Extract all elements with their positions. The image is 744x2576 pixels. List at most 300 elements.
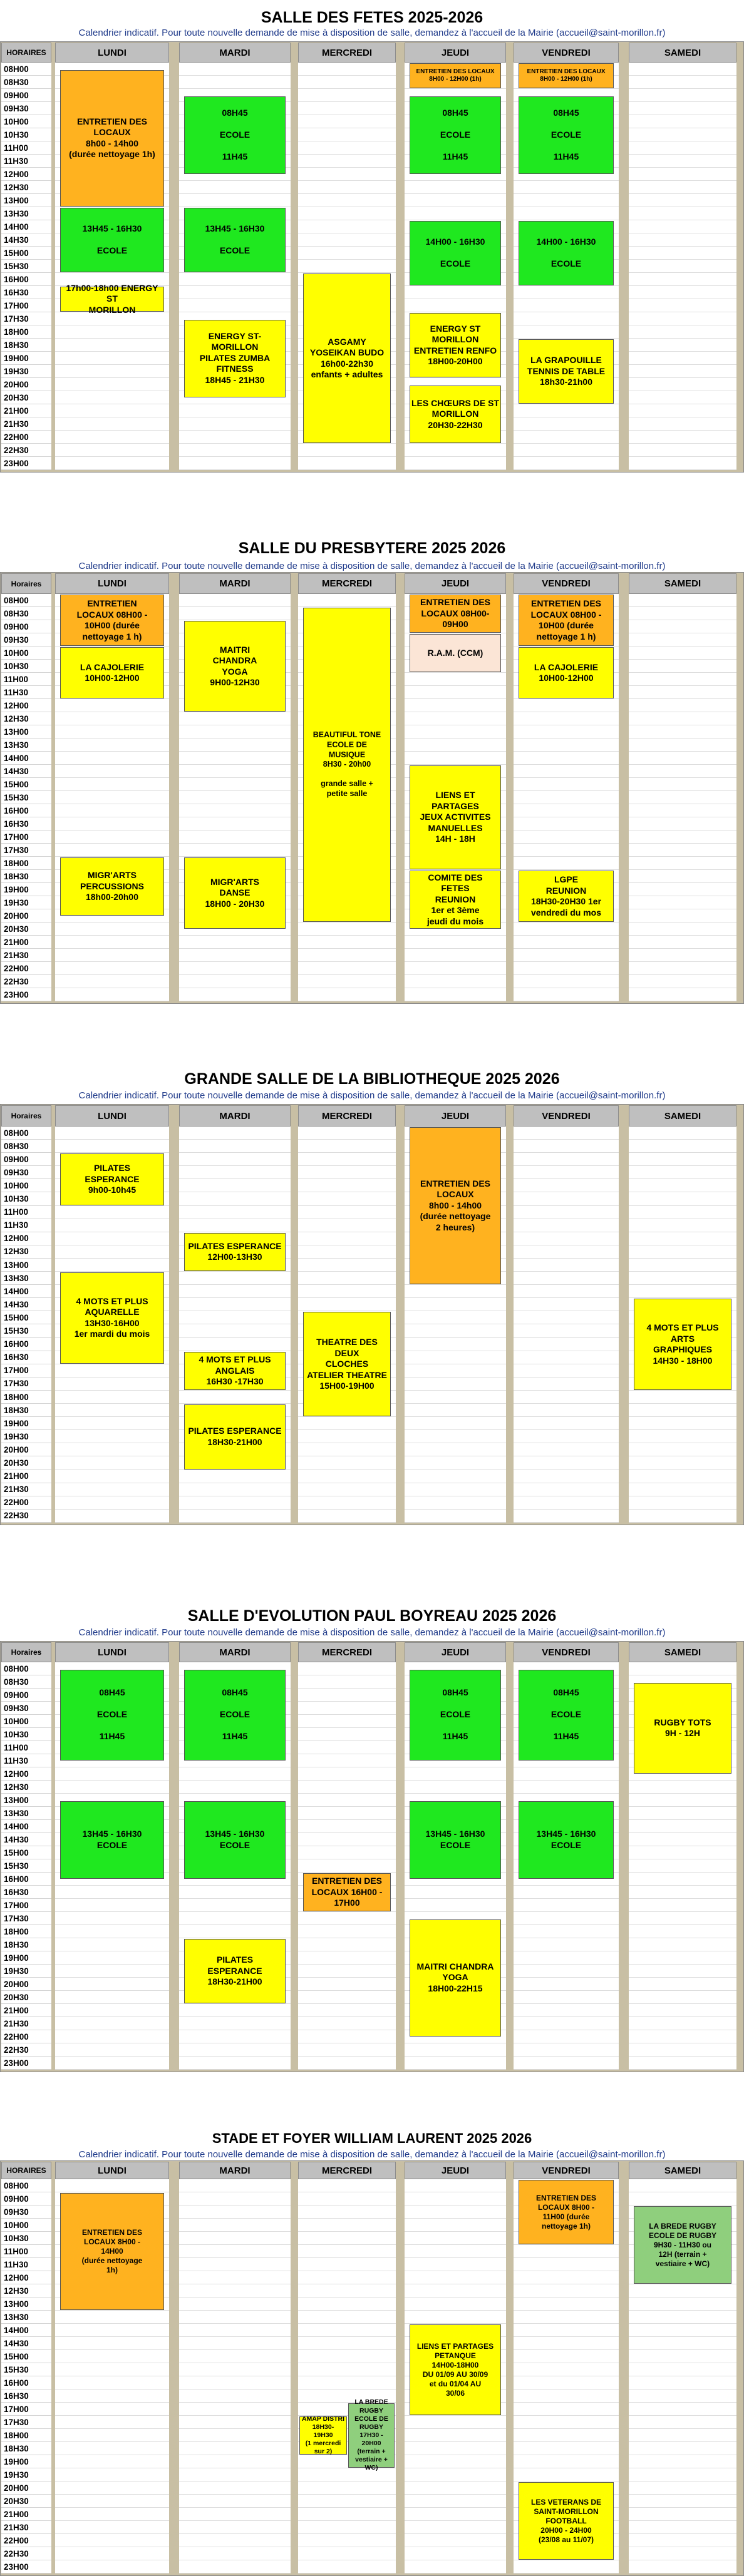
time-slot[interactable] — [55, 2442, 169, 2455]
time-slot[interactable] — [55, 1443, 169, 1456]
event-block[interactable] — [410, 765, 501, 869]
time-slot[interactable] — [179, 2363, 291, 2376]
time-slot[interactable] — [629, 778, 736, 791]
time-slot[interactable] — [629, 2455, 736, 2468]
time-slot[interactable] — [179, 2350, 291, 2363]
time-slot[interactable] — [55, 2534, 169, 2547]
time-slot[interactable] — [629, 1470, 736, 1483]
time-slot[interactable] — [514, 2258, 619, 2271]
time-slot[interactable] — [514, 1978, 619, 1991]
time-slot[interactable] — [298, 962, 396, 975]
time-slot[interactable] — [179, 2324, 291, 2337]
time-slot[interactable] — [629, 804, 736, 817]
time-slot[interactable] — [55, 2416, 169, 2429]
time-slot[interactable] — [629, 128, 736, 141]
time-slot[interactable] — [298, 168, 396, 181]
time-slot[interactable] — [298, 2219, 396, 2232]
time-slot[interactable] — [629, 207, 736, 220]
time-slot[interactable] — [629, 417, 736, 431]
time-slot[interactable] — [55, 1899, 169, 1912]
time-slot[interactable] — [179, 2297, 291, 2311]
event-block[interactable] — [184, 1801, 286, 1879]
time-slot[interactable] — [629, 1899, 736, 1912]
time-slot[interactable] — [179, 739, 291, 752]
time-slot[interactable] — [179, 594, 291, 607]
event-block[interactable] — [184, 1939, 286, 2003]
time-slot[interactable] — [514, 2363, 619, 2376]
time-slot[interactable] — [629, 647, 736, 660]
time-slot[interactable] — [298, 1833, 396, 1846]
time-slot[interactable] — [629, 1859, 736, 1873]
event-block[interactable] — [410, 595, 501, 633]
time-slot[interactable] — [514, 699, 619, 712]
time-slot[interactable] — [298, 2481, 396, 2495]
time-slot[interactable] — [629, 1510, 736, 1523]
time-slot[interactable] — [298, 1166, 396, 1179]
time-slot[interactable] — [514, 1140, 619, 1153]
time-slot[interactable] — [405, 1325, 506, 1338]
time-slot[interactable] — [405, 1781, 506, 1794]
time-slot[interactable] — [405, 1364, 506, 1377]
event-block[interactable] — [410, 1670, 501, 1761]
time-slot[interactable] — [514, 1899, 619, 1912]
time-slot[interactable] — [514, 2389, 619, 2403]
time-slot[interactable] — [629, 76, 736, 89]
time-slot[interactable] — [629, 1833, 736, 1846]
time-slot[interactable] — [179, 404, 291, 417]
event-block[interactable] — [184, 1352, 286, 1390]
time-slot[interactable] — [514, 1767, 619, 1781]
event-block[interactable] — [410, 221, 501, 285]
time-slot[interactable] — [179, 1470, 291, 1483]
time-slot[interactable] — [629, 1259, 736, 1272]
time-slot[interactable] — [629, 89, 736, 102]
time-slot[interactable] — [298, 936, 396, 949]
time-slot[interactable] — [405, 2534, 506, 2547]
time-slot[interactable] — [405, 2429, 506, 2442]
time-slot[interactable] — [298, 1470, 396, 1483]
time-slot[interactable] — [629, 936, 736, 949]
time-slot[interactable] — [298, 1794, 396, 1807]
time-slot[interactable] — [514, 286, 619, 299]
time-slot[interactable] — [629, 431, 736, 444]
time-slot[interactable] — [514, 988, 619, 1001]
event-block[interactable] — [184, 1404, 286, 1469]
time-slot[interactable] — [629, 686, 736, 699]
time-slot[interactable] — [55, 2030, 169, 2043]
time-slot[interactable] — [629, 220, 736, 233]
event-block[interactable] — [184, 320, 286, 397]
time-slot[interactable] — [405, 1391, 506, 1404]
time-slot[interactable] — [55, 2481, 169, 2495]
time-slot[interactable] — [298, 1912, 396, 1925]
time-slot[interactable] — [55, 962, 169, 975]
time-slot[interactable] — [55, 391, 169, 404]
time-slot[interactable] — [514, 765, 619, 778]
time-slot[interactable] — [55, 1965, 169, 1978]
time-slot[interactable] — [514, 1443, 619, 1456]
time-slot[interactable] — [629, 1781, 736, 1794]
time-slot[interactable] — [298, 1741, 396, 1754]
time-slot[interactable] — [55, 2179, 169, 2192]
time-slot[interactable] — [405, 1767, 506, 1781]
time-slot[interactable] — [405, 1404, 506, 1417]
time-slot[interactable] — [298, 1938, 396, 1951]
time-slot[interactable] — [405, 2245, 506, 2258]
time-slot[interactable] — [629, 1193, 736, 1206]
time-slot[interactable] — [298, 233, 396, 247]
time-slot[interactable] — [514, 207, 619, 220]
time-slot[interactable] — [298, 2258, 396, 2271]
time-slot[interactable] — [179, 949, 291, 962]
time-slot[interactable] — [298, 1675, 396, 1689]
time-slot[interactable] — [298, 1702, 396, 1715]
time-slot[interactable] — [629, 168, 736, 181]
time-slot[interactable] — [179, 2481, 291, 2495]
time-slot[interactable] — [179, 1886, 291, 1899]
time-slot[interactable] — [298, 1715, 396, 1728]
event-block[interactable] — [303, 1312, 391, 1416]
time-slot[interactable] — [179, 76, 291, 89]
time-slot[interactable] — [629, 1912, 736, 1925]
time-slot[interactable] — [298, 1127, 396, 1140]
time-slot[interactable] — [55, 1219, 169, 1232]
time-slot[interactable] — [514, 1470, 619, 1483]
time-slot[interactable] — [298, 594, 396, 607]
event-block[interactable] — [60, 2193, 164, 2310]
event-block[interactable] — [519, 2180, 614, 2244]
time-slot[interactable] — [405, 2442, 506, 2455]
time-slot[interactable] — [298, 1925, 396, 1938]
time-slot[interactable] — [298, 2337, 396, 2350]
time-slot[interactable] — [405, 1338, 506, 1351]
time-slot[interactable] — [179, 1391, 291, 1404]
time-slot[interactable] — [55, 1457, 169, 1470]
time-slot[interactable] — [514, 1285, 619, 1298]
time-slot[interactable] — [629, 2324, 736, 2337]
time-slot[interactable] — [629, 2030, 736, 2043]
event-block[interactable] — [184, 208, 286, 272]
time-slot[interactable] — [179, 2057, 291, 2070]
event-block[interactable] — [184, 621, 286, 712]
time-slot[interactable] — [405, 1311, 506, 1324]
time-slot[interactable] — [629, 1127, 736, 1140]
time-slot[interactable] — [514, 2350, 619, 2363]
time-slot[interactable] — [298, 89, 396, 102]
time-slot[interactable] — [179, 2429, 291, 2442]
time-slot[interactable] — [405, 2481, 506, 2495]
time-slot[interactable] — [179, 1311, 291, 1324]
time-slot[interactable] — [629, 699, 736, 712]
time-slot[interactable] — [405, 286, 506, 299]
event-block[interactable] — [303, 608, 391, 922]
event-block[interactable] — [519, 1670, 614, 1761]
time-slot[interactable] — [629, 1179, 736, 1192]
time-slot[interactable] — [405, 1443, 506, 1456]
time-slot[interactable] — [514, 2376, 619, 2389]
time-slot[interactable] — [405, 2311, 506, 2324]
time-slot[interactable] — [405, 1496, 506, 1510]
time-slot[interactable] — [179, 2416, 291, 2429]
time-slot[interactable] — [405, 2179, 506, 2192]
time-slot[interactable] — [405, 1298, 506, 1311]
time-slot[interactable] — [405, 2297, 506, 2311]
time-slot[interactable] — [629, 352, 736, 365]
time-slot[interactable] — [514, 2455, 619, 2468]
time-slot[interactable] — [179, 2389, 291, 2403]
time-slot[interactable] — [629, 1153, 736, 1166]
time-slot[interactable] — [629, 1662, 736, 1675]
time-slot[interactable] — [55, 1767, 169, 1781]
time-slot[interactable] — [405, 1285, 506, 1298]
time-slot[interactable] — [55, 365, 169, 378]
time-slot[interactable] — [405, 1886, 506, 1899]
time-slot[interactable] — [629, 909, 736, 923]
time-slot[interactable] — [629, 2468, 736, 2481]
time-slot[interactable] — [629, 1391, 736, 1404]
time-slot[interactable] — [514, 2403, 619, 2416]
time-slot[interactable] — [405, 1483, 506, 1496]
time-slot[interactable] — [514, 404, 619, 417]
time-slot[interactable] — [55, 378, 169, 391]
time-slot[interactable] — [514, 791, 619, 804]
time-slot[interactable] — [629, 2481, 736, 2495]
time-slot[interactable] — [298, 949, 396, 962]
event-block[interactable] — [299, 2416, 347, 2455]
event-block[interactable] — [519, 595, 614, 646]
time-slot[interactable] — [405, 2547, 506, 2560]
time-slot[interactable] — [514, 1951, 619, 1965]
time-slot[interactable] — [179, 2534, 291, 2547]
time-slot[interactable] — [298, 63, 396, 76]
time-slot[interactable] — [298, 102, 396, 115]
time-slot[interactable] — [514, 444, 619, 457]
event-block[interactable] — [410, 1801, 501, 1879]
time-slot[interactable] — [405, 712, 506, 725]
time-slot[interactable] — [298, 220, 396, 233]
time-slot[interactable] — [629, 2179, 736, 2192]
time-slot[interactable] — [514, 2311, 619, 2324]
time-slot[interactable] — [405, 457, 506, 470]
time-slot[interactable] — [629, 1140, 736, 1153]
event-block[interactable] — [60, 282, 164, 315]
time-slot[interactable] — [298, 2495, 396, 2508]
time-slot[interactable] — [405, 2043, 506, 2057]
time-slot[interactable] — [55, 739, 169, 752]
time-slot[interactable] — [55, 339, 169, 352]
time-slot[interactable] — [514, 2324, 619, 2337]
time-slot[interactable] — [298, 2297, 396, 2311]
time-slot[interactable] — [405, 2495, 506, 2508]
time-slot[interactable] — [55, 1430, 169, 1443]
time-slot[interactable] — [405, 2271, 506, 2284]
time-slot[interactable] — [55, 2324, 169, 2337]
time-slot[interactable] — [405, 988, 506, 1001]
time-slot[interactable] — [629, 1483, 736, 1496]
time-slot[interactable] — [179, 2508, 291, 2521]
event-block[interactable] — [303, 273, 391, 443]
event-block[interactable] — [60, 1670, 164, 1761]
time-slot[interactable] — [55, 1404, 169, 1417]
time-slot[interactable] — [514, 1938, 619, 1951]
time-slot[interactable] — [298, 115, 396, 128]
time-slot[interactable] — [514, 844, 619, 857]
time-slot[interactable] — [179, 444, 291, 457]
time-slot[interactable] — [55, 2363, 169, 2376]
time-slot[interactable] — [629, 1991, 736, 2004]
time-slot[interactable] — [514, 1127, 619, 1140]
time-slot[interactable] — [629, 457, 736, 470]
time-slot[interactable] — [298, 1951, 396, 1965]
time-slot[interactable] — [629, 1285, 736, 1298]
time-slot[interactable] — [629, 1245, 736, 1259]
time-slot[interactable] — [179, 1325, 291, 1338]
time-slot[interactable] — [55, 2350, 169, 2363]
time-slot[interactable] — [514, 923, 619, 936]
time-slot[interactable] — [514, 181, 619, 194]
time-slot[interactable] — [629, 299, 736, 312]
time-slot[interactable] — [298, 923, 396, 936]
time-slot[interactable] — [179, 1298, 291, 1311]
time-slot[interactable] — [405, 2205, 506, 2219]
time-slot[interactable] — [55, 1391, 169, 1404]
time-slot[interactable] — [405, 1351, 506, 1364]
time-slot[interactable] — [629, 1846, 736, 1859]
time-slot[interactable] — [629, 444, 736, 457]
time-slot[interactable] — [514, 2337, 619, 2350]
time-slot[interactable] — [179, 2258, 291, 2271]
time-slot[interactable] — [55, 2004, 169, 2017]
event-block[interactable] — [410, 2324, 501, 2415]
time-slot[interactable] — [179, 2030, 291, 2043]
time-slot[interactable] — [179, 1767, 291, 1781]
time-slot[interactable] — [629, 1443, 736, 1456]
time-slot[interactable] — [629, 339, 736, 352]
time-slot[interactable] — [55, 1938, 169, 1951]
time-slot[interactable] — [629, 260, 736, 273]
time-slot[interactable] — [298, 1859, 396, 1873]
time-slot[interactable] — [629, 1166, 736, 1179]
time-slot[interactable] — [179, 1338, 291, 1351]
time-slot[interactable] — [55, 444, 169, 457]
time-slot[interactable] — [629, 988, 736, 1001]
time-slot[interactable] — [298, 2350, 396, 2363]
time-slot[interactable] — [179, 2245, 291, 2258]
time-slot[interactable] — [298, 975, 396, 988]
event-block[interactable] — [410, 63, 501, 88]
time-slot[interactable] — [55, 352, 169, 365]
time-slot[interactable] — [629, 620, 736, 633]
event-block[interactable] — [60, 70, 164, 207]
time-slot[interactable] — [298, 2521, 396, 2534]
time-slot[interactable] — [55, 844, 169, 857]
time-slot[interactable] — [298, 1483, 396, 1496]
time-slot[interactable] — [179, 2521, 291, 2534]
event-block[interactable] — [410, 634, 501, 672]
time-slot[interactable] — [629, 2403, 736, 2416]
time-slot[interactable] — [55, 1483, 169, 1496]
time-slot[interactable] — [629, 896, 736, 909]
time-slot[interactable] — [55, 1417, 169, 1430]
time-slot[interactable] — [629, 378, 736, 391]
event-block[interactable] — [634, 1299, 731, 1390]
time-slot[interactable] — [55, 1127, 169, 1140]
time-slot[interactable] — [55, 817, 169, 831]
time-slot[interactable] — [514, 1965, 619, 1978]
event-block[interactable] — [519, 871, 614, 922]
event-block[interactable] — [60, 647, 164, 698]
time-slot[interactable] — [629, 712, 736, 725]
time-slot[interactable] — [55, 2376, 169, 2389]
time-slot[interactable] — [298, 1807, 396, 1820]
time-slot[interactable] — [298, 2324, 396, 2337]
time-slot[interactable] — [55, 1781, 169, 1794]
event-block[interactable] — [60, 1272, 164, 1364]
time-slot[interactable] — [55, 936, 169, 949]
time-slot[interactable] — [514, 975, 619, 988]
time-slot[interactable] — [514, 2043, 619, 2057]
time-slot[interactable] — [514, 949, 619, 962]
time-slot[interactable] — [629, 975, 736, 988]
time-slot[interactable] — [405, 444, 506, 457]
time-slot[interactable] — [179, 1483, 291, 1496]
time-slot[interactable] — [179, 299, 291, 312]
time-slot[interactable] — [514, 1377, 619, 1391]
time-slot[interactable] — [514, 1338, 619, 1351]
time-slot[interactable] — [514, 1259, 619, 1272]
time-slot[interactable] — [514, 457, 619, 470]
time-slot[interactable] — [629, 1219, 736, 1232]
time-slot[interactable] — [514, 2004, 619, 2017]
time-slot[interactable] — [514, 1219, 619, 1232]
time-slot[interactable] — [629, 1232, 736, 1245]
time-slot[interactable] — [179, 431, 291, 444]
time-slot[interactable] — [629, 949, 736, 962]
time-slot[interactable] — [629, 1978, 736, 1991]
time-slot[interactable] — [629, 1925, 736, 1938]
time-slot[interactable] — [298, 141, 396, 155]
time-slot[interactable] — [55, 2455, 169, 2468]
event-block[interactable] — [410, 96, 501, 174]
time-slot[interactable] — [629, 194, 736, 207]
time-slot[interactable] — [179, 2219, 291, 2232]
time-slot[interactable] — [298, 1728, 396, 1741]
time-slot[interactable] — [55, 2495, 169, 2508]
time-slot[interactable] — [629, 273, 736, 286]
event-block[interactable] — [519, 647, 614, 698]
time-slot[interactable] — [514, 817, 619, 831]
time-slot[interactable] — [514, 299, 619, 312]
time-slot[interactable] — [629, 102, 736, 115]
time-slot[interactable] — [405, 936, 506, 949]
time-slot[interactable] — [179, 2192, 291, 2205]
time-slot[interactable] — [629, 817, 736, 831]
time-slot[interactable] — [629, 2442, 736, 2455]
time-slot[interactable] — [629, 2004, 736, 2017]
time-slot[interactable] — [179, 1219, 291, 1232]
time-slot[interactable] — [629, 2547, 736, 2560]
time-slot[interactable] — [629, 1820, 736, 1833]
time-slot[interactable] — [298, 1820, 396, 1833]
event-block[interactable] — [519, 1801, 614, 1879]
time-slot[interactable] — [629, 404, 736, 417]
time-slot[interactable] — [629, 1206, 736, 1219]
time-slot[interactable] — [298, 260, 396, 273]
time-slot[interactable] — [298, 2192, 396, 2205]
time-slot[interactable] — [514, 2030, 619, 2043]
time-slot[interactable] — [629, 1404, 736, 1417]
time-slot[interactable] — [179, 2403, 291, 2416]
